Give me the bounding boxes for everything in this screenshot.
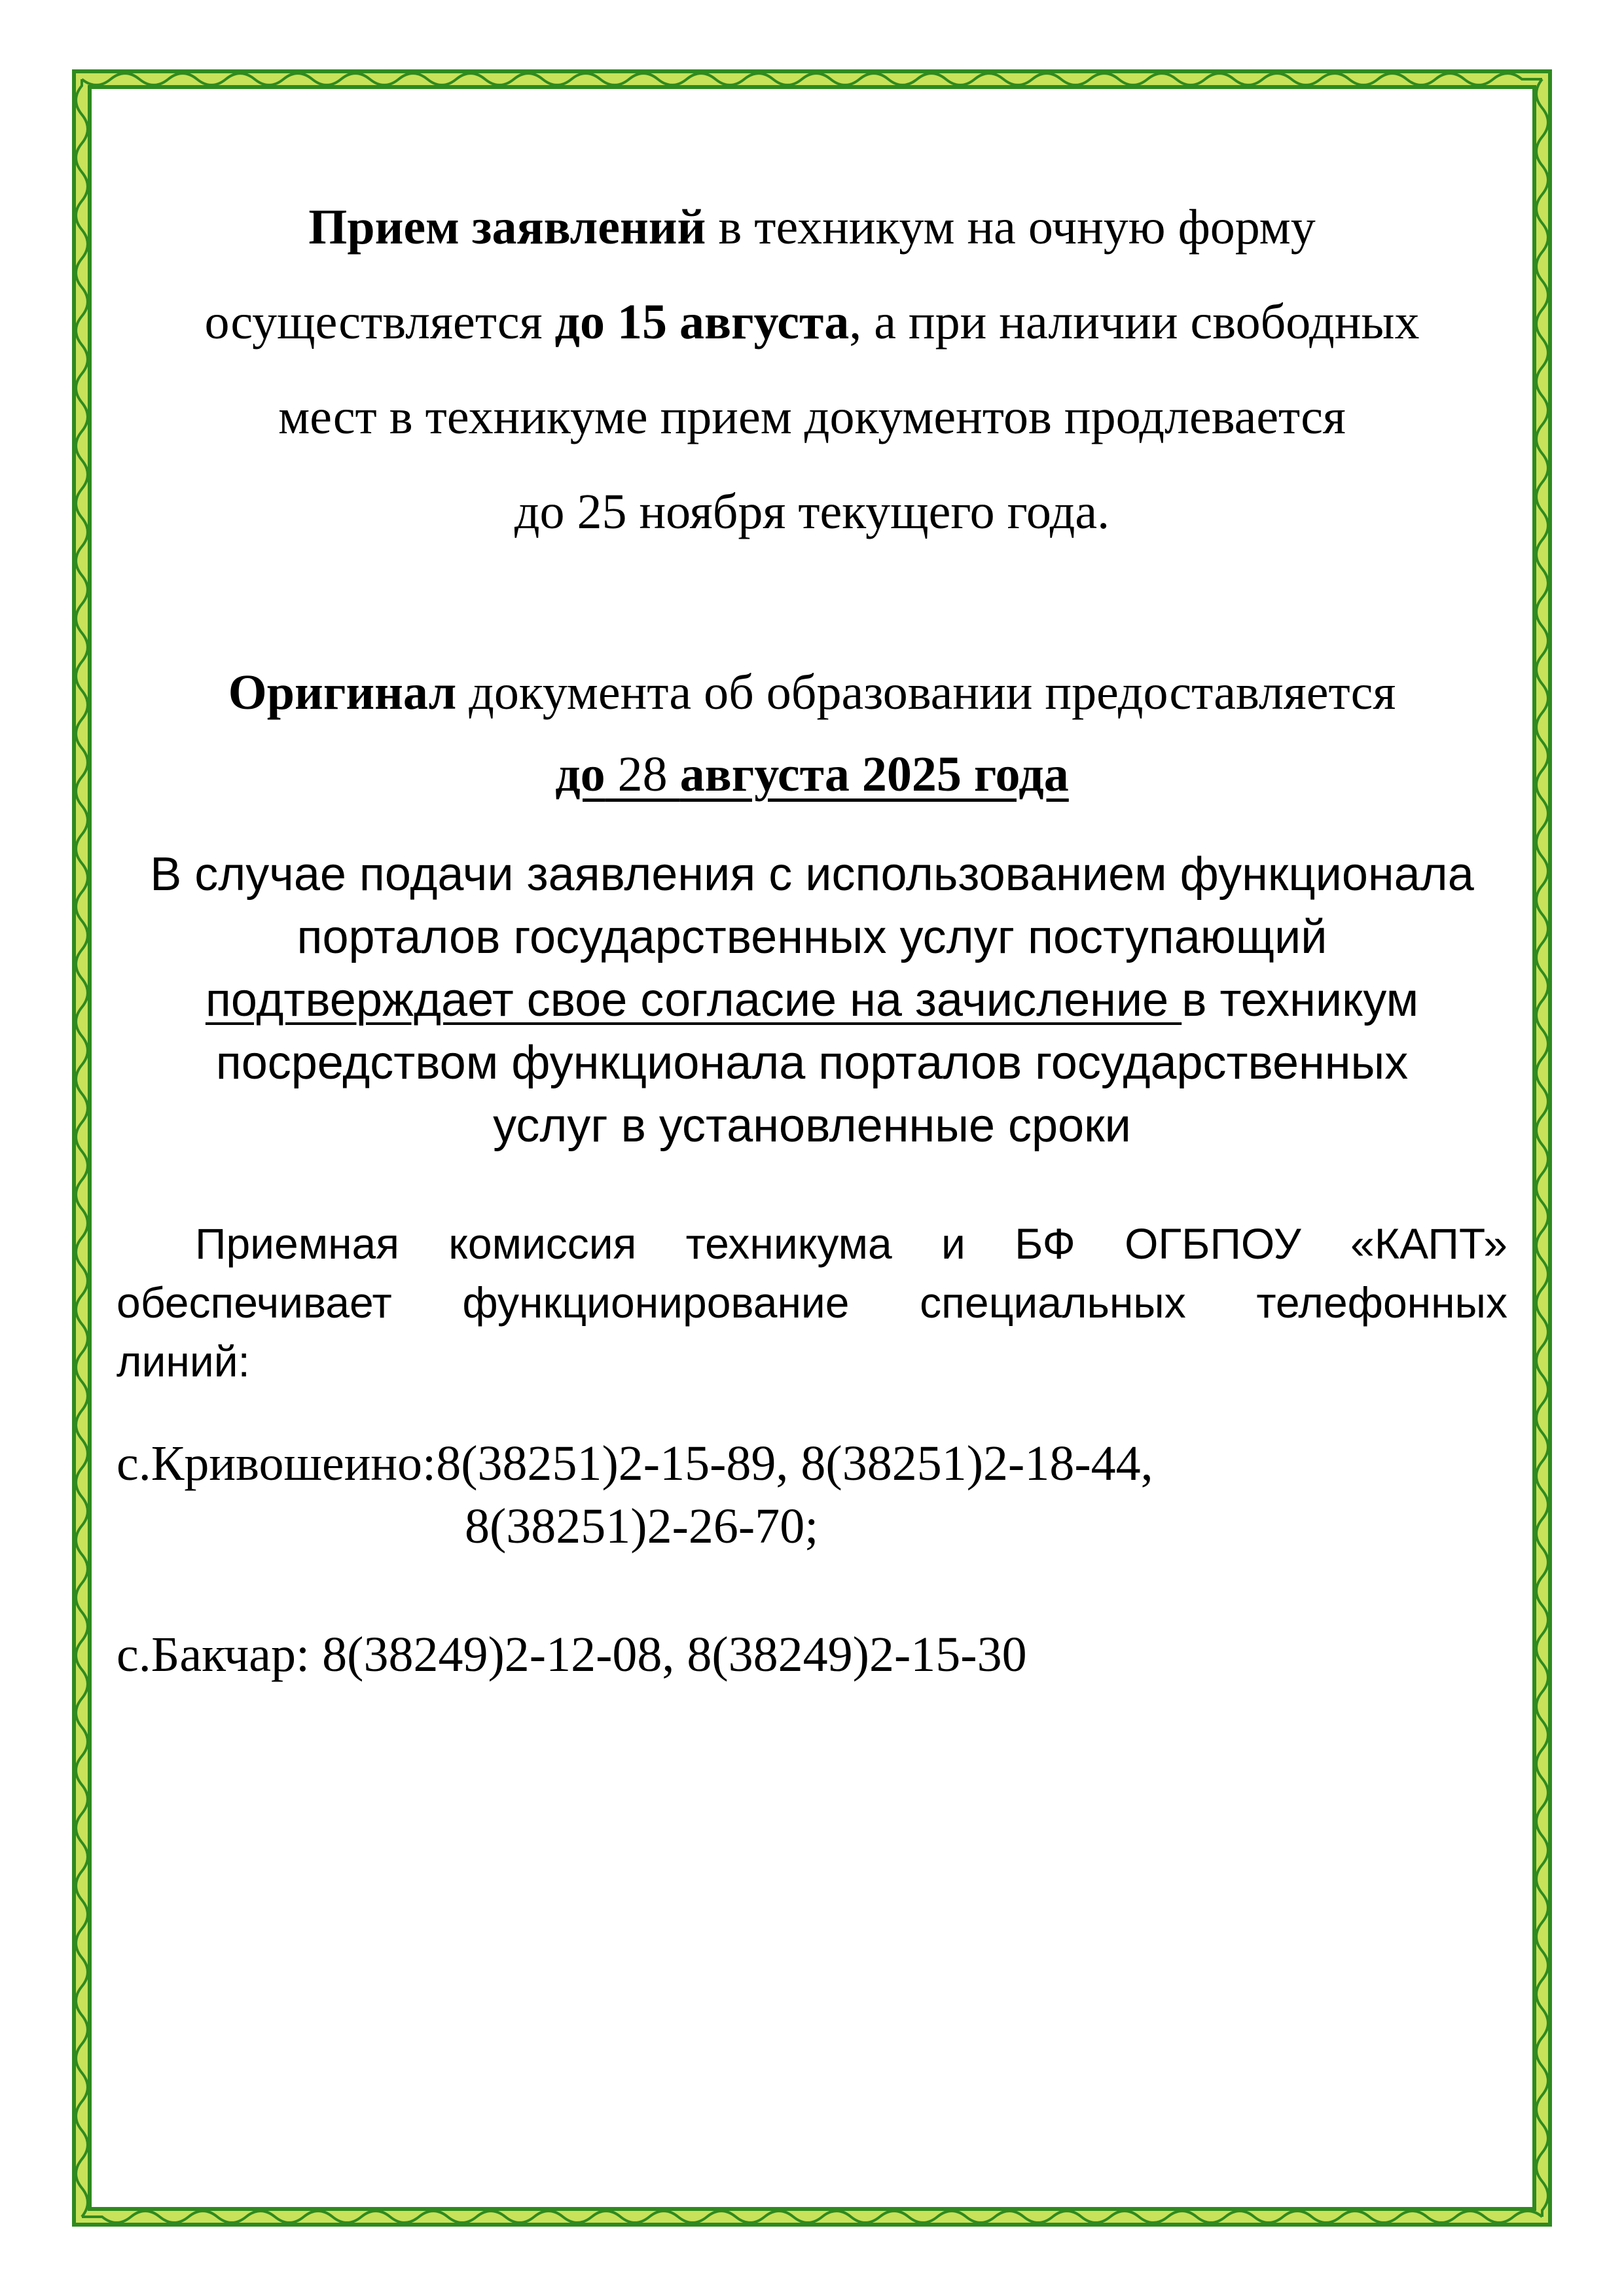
admission-line-3: мест в техникуме прием документов продлевается [278, 389, 1346, 444]
bakchar-numbers: 8(38249)2-12-08, 8(38249)2-15-30 [322, 1627, 1027, 1682]
phones-krivosheino [117, 1432, 1507, 1558]
gosuslugi-line-2: порталов государственных услуг поступающий [297, 911, 1327, 963]
phones-bakchar [117, 1623, 1507, 1686]
krivosheino-line-2: 8(38251)2-26-70; [465, 1499, 819, 1554]
gosuslugi-paragraph [117, 843, 1507, 1157]
original-line-1: Оригинал документа об образовании предоставляется [228, 665, 1396, 720]
admission-line-4: до 25 ноября текущего года. [514, 484, 1110, 539]
commission-line-2: обеспечивает функционирование специальных телефонных [117, 1278, 1507, 1327]
admission-deadline-paragraph [117, 180, 1507, 560]
bakchar-line [117, 1623, 1507, 1686]
krivosheino-numbers: 8(38251)2-15-89, 8(38251)2-18-44, [436, 1436, 1153, 1491]
krivosheino-line-1 [117, 1432, 1507, 1495]
admission-line-1: Прием заявлений в техникум на очную форму [308, 200, 1316, 255]
commission-line-3: линий: [117, 1337, 250, 1386]
krivosheino-label: с.Кривошеино: [117, 1436, 437, 1491]
commission-line-1: Приемная комиссия техникума и БФ ОГБПОУ «КАПТ» [195, 1219, 1507, 1268]
bakchar-label: с.Бакчар: [117, 1627, 323, 1682]
gosuslugi-line-4: посредством функционала порталов государственных [215, 1037, 1409, 1089]
commission-paragraph [117, 1214, 1507, 1391]
admission-line-2: осуществляется до 15 августа, а при наличии свободных [204, 295, 1420, 350]
gosuslugi-line-3: подтверждает свое согласие на зачисление в техникум [205, 974, 1419, 1026]
gosuslugi-line-1: В случае подачи заявления с использованием функционала [150, 848, 1474, 901]
original-deadline: до 28 августа 2025 года [555, 747, 1069, 802]
original-document-paragraph [117, 653, 1507, 817]
gosuslugi-line-5: услуг в установленные сроки [493, 1100, 1131, 1152]
